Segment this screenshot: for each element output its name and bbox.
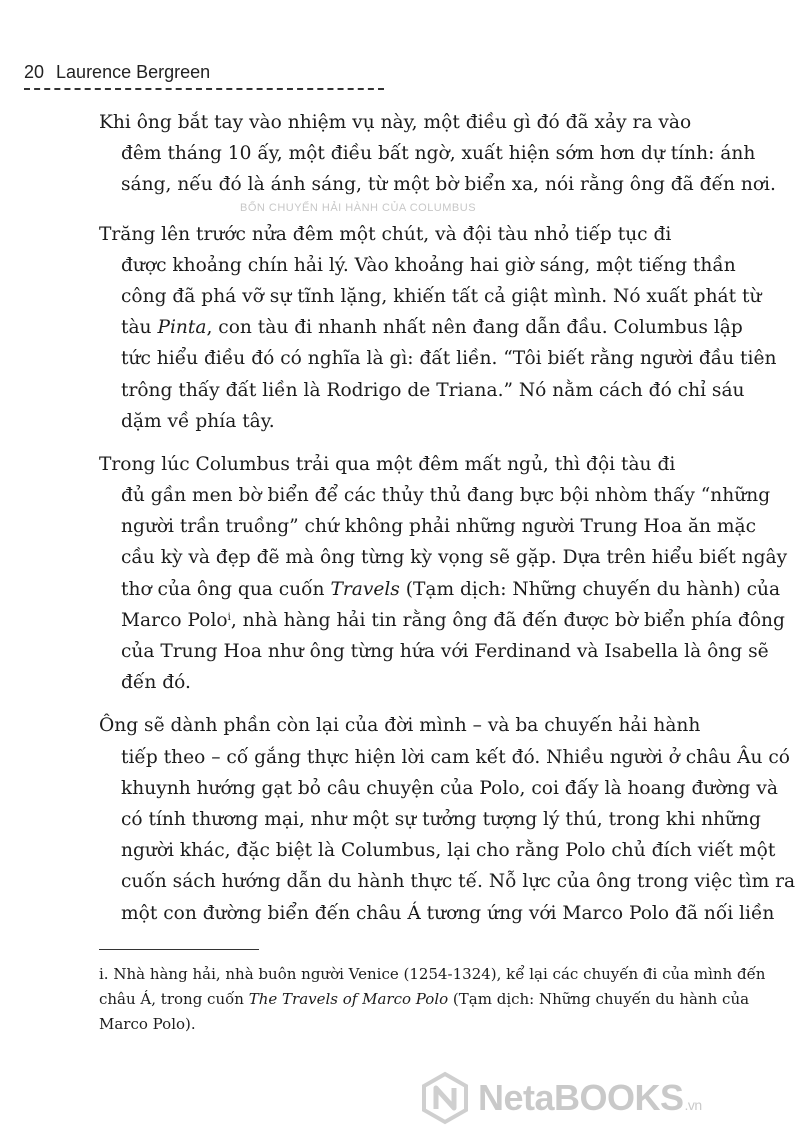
text-line: sáng, nếu đó là ánh sáng, từ một bờ biển xa, nói rằng ông đã đến nơi.	[121, 174, 776, 196]
text-line: của Trung Hoa như ông từng hứa với Ferdinand và Isabella là ông sẽ	[121, 641, 769, 662]
netabooks-logo-icon	[418, 1071, 472, 1125]
header-dashed-rule	[24, 88, 384, 90]
text-line: có tính thương mại, như một sự tưởng tượng lý thú, trong khi những	[121, 808, 761, 830]
text-line: dặm về phía tây.	[121, 410, 275, 432]
page-number: 20	[24, 62, 45, 82]
running-header-author: Laurence Bergreen	[56, 62, 211, 82]
text-line: Trong lúc Columbus trải qua một đêm mất ngủ, thì đội tàu đi	[99, 453, 676, 475]
text-line: khuynh hướng gạt bỏ câu chuyện của Polo, coi đấy là hoang đường và	[121, 777, 778, 799]
watermark-brand: NetaBOOKS	[478, 1077, 684, 1118]
text-line: tiếp theo – cố gắng thực hiện lời cam kết đó. Nhiều người ở châu Âu có	[121, 746, 790, 768]
watermark-text	[478, 1077, 702, 1119]
text-run: thơ của ông qua cuốn	[121, 578, 331, 600]
text-line	[0, 312, 743, 343]
ship-name-italic: Pinta	[157, 317, 207, 339]
text-line: Khi ông bắt tay vào nhiệm vụ này, một điều gì đó đã xảy ra vào	[99, 112, 692, 133]
footnote-marker[interactable]: i	[227, 611, 231, 623]
text-line: người trần truồng” chứ không phải những người Trung Hoa ăn mặc	[121, 516, 757, 538]
footnote-rule	[99, 949, 259, 950]
text-line: được khoảng chín hải lý. Vào khoảng hai giờ sáng, một tiếng thần	[121, 254, 736, 276]
footnote	[99, 962, 766, 1037]
paragraph-gap	[0, 437, 700, 449]
text-line: cuốn sách hướng dẫn du hành thực tế. Nỗ lực của ông trong việc tìm ra	[121, 871, 795, 893]
text-run: , con tàu đi nhanh nhất nên đang dẫn đầu. Columbus lập	[206, 317, 743, 339]
text-line	[0, 605, 785, 636]
bleed-through-text: BỐN CHUYẾN HẢI HÀNH CỦA COLUMBUS	[240, 202, 477, 214]
watermark-suffix: .vn	[684, 1097, 702, 1113]
watermark	[418, 1068, 702, 1128]
paragraph-gap	[0, 698, 700, 710]
text-line: Ông sẽ dành phần còn lại của đời mình – và ba chuyến hải hành	[99, 715, 701, 737]
text-run: , nhà hàng hải tin rằng ông đã đến được bờ biển phía đông	[230, 609, 785, 631]
text-line: đêm tháng 10 ấy, một điều bất ngờ, xuất hiện sớm hơn dự tính: ánh	[121, 143, 756, 165]
body-text	[0, 107, 795, 929]
text-line: trông thấy đất liền là Rodrigo de Triana.” Nó nằm cách đó chỉ sáu	[121, 379, 745, 401]
text-line: tức hiểu điều đó có nghĩa là gì: đất liền. “Tôi biết rằng người đầu tiên	[121, 348, 777, 370]
book-title-italic: The Travels of Marco Polo	[248, 990, 449, 1008]
footnote-line: Marco Polo).	[99, 1015, 196, 1033]
text-line: Trăng lên trước nửa đêm một chút, và đội tàu nhỏ tiếp tục đi	[99, 223, 672, 245]
text-line: công đã phá vỡ sự tĩnh lặng, khiến tất cả giật mình. Nó xuất phát từ	[121, 285, 762, 307]
text-line: cầu kỳ và đẹp đẽ mà ông từng kỳ vọng sẽ gặp. Dựa trên hiểu biết ngây	[121, 547, 788, 569]
text-line: người khác, đặc biệt là Columbus, lại cho rằng Polo chủ đích viết một	[121, 840, 776, 862]
footnote-line	[99, 987, 750, 1012]
text-line: một con đường biển đến châu Á tương ứng với Marco Polo đã nối liền	[121, 902, 775, 924]
footnote-line: i. Nhà hàng hải, nhà buôn người Venice (1254-1324), kể lại các chuyến đi của mình đến	[99, 965, 766, 983]
running-header	[24, 62, 394, 83]
text-line	[0, 574, 781, 605]
text-line: đủ gần men bờ biển để các thủy thủ đang bực bội nhòm thấy “những	[121, 485, 771, 507]
text-run: Marco Polo	[121, 609, 228, 631]
book-title-italic: Travels	[330, 578, 400, 600]
text-run: tàu	[121, 317, 158, 339]
paragraph-gap	[0, 201, 700, 219]
text-line: đến đó.	[121, 672, 191, 694]
text-run: (Tạm dịch: Những chuyến du hành của	[448, 990, 750, 1008]
text-run: châu Á, trong cuốn	[99, 990, 249, 1008]
text-run: (Tạm dịch: Những chuyến du hành) của	[399, 578, 781, 600]
